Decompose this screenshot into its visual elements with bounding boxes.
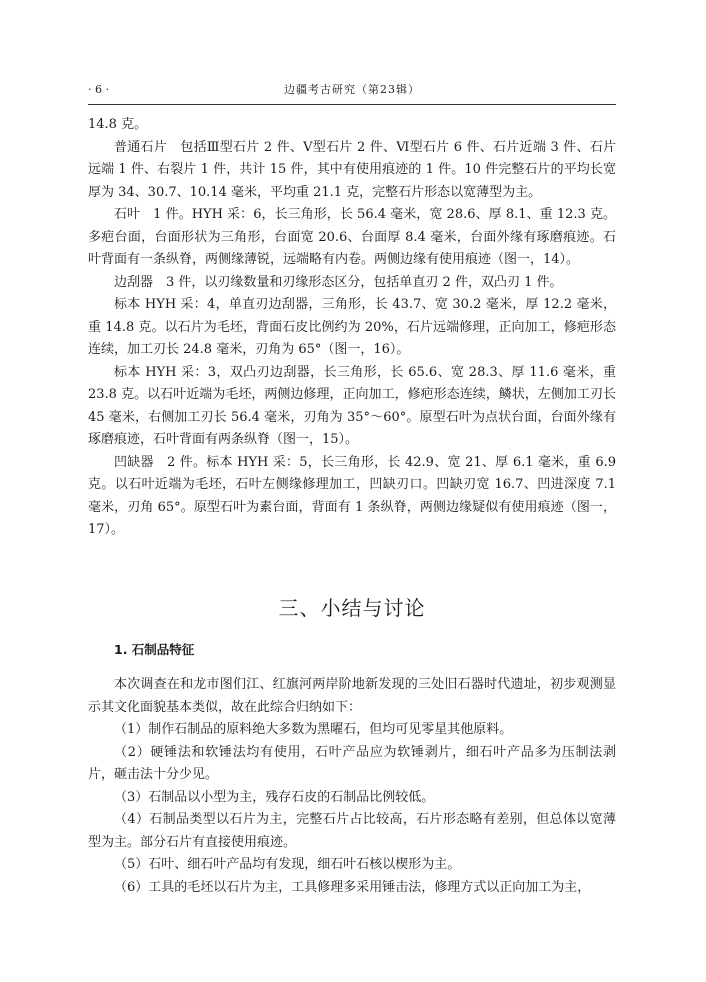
body-text-upper	[88, 114, 616, 542]
paragraph-specimen-hyh4: 标本 HYH 采：4，单直刃边刮器，三角形，长 43.7、宽 30.2 毫米，厚 12.2 毫米，重 14.8 克。以石片为毛坯，背面石皮比例约为 20%，石片远端修理，正向加工，修疤形态连续，加工刃长 24.8 毫米，刃角为 65°（图一，16）。	[88, 297, 616, 357]
running-header	[88, 80, 616, 100]
list-item: （1）制作石制品的原料绝大多数为黑曜石，但均可见零星其他原料。	[114, 722, 513, 737]
journal-title: 边疆考古研究（第23辑）	[284, 83, 420, 96]
paragraph-specimen-hyh3: 标本 HYH 采：3，双凸刃边刮器，长三角形，长 65.6、宽 28.3、厚 11.6 毫米，重 23.8 克。以石叶近端为毛坯，两侧边修理，正向加工，修疤形态连续，鳞状，左侧加工刃长 45 毫米，右侧加工刃长 56.4 毫米，刃角为 35°～60°。原型石叶为点状台面，台面外缘有琢磨痕迹，石叶背面有两条纵脊（图一，15）。	[88, 364, 616, 447]
paragraph-side-scrapers: 边刮器 3 件，以刃缘数量和刃缘形态区分，包括单直刃 2 件，双凸刃 1 件。	[114, 274, 563, 290]
list-item: （4）石制品类型以石片为主，完整石片占比较高，石片形态略有差别，但总体以宽薄型为主。部分石片有直接使用痕迹。	[88, 812, 616, 850]
paragraph-continuation: 14.8 克。	[88, 117, 148, 132]
list-item: （6）工具的毛坯以石片为主，工具修理多采用锤击法，修理方式以正向加工为主，	[114, 879, 591, 895]
subsection-heading: 1. 石制品特征	[114, 642, 195, 657]
list-item: （2）硬锤法和软锤法均有使用，石叶产品应为软锤剥片，细石叶产品多为压制法剥片，砸击法十分少见。	[88, 744, 616, 782]
list-item: （3）石制品以小型为主，残存石皮的石制品比例较低。	[114, 789, 435, 805]
paragraph-ordinary-flakes: 普通石片 包括Ⅲ型石片 2 件、Ⅴ型石片 2 件、Ⅵ型石片 6 件、石片近端 3 件、石片远端 1 件、右裂片 1 件，共计 15 件，其中有使用痕迹的 1 件。10 件完整石片的平均长宽厚为 34、30.7、10.14 毫米，平均重 21.1 克，完整石片形态以宽薄型为主。	[88, 139, 616, 200]
paragraph-notches: 凹缺器 2 件。标本 HYH 采：5，长三角形，长 42.9、宽 21、厚 6.1 毫米，重 6.9 克。以石叶近端为毛坯，石叶左侧缘修理加工，凹缺刃口。凹缺刃宽 16.7、凹进深度 7.1 毫米，刃角 65°。原型石叶为素台面，背面有 1 条纵脊，两侧边缘疑似有使用痕迹（图一，17）。	[88, 454, 616, 537]
body-text-lower	[88, 674, 616, 899]
paragraph-summary-intro: 本次调查在和龙市图们江、红旗河两岸阶地新发现的三处旧石器时代遗址，初步观测显示其文化面貌基本类似，故在此综合归纳如下：	[88, 677, 616, 715]
header-rule	[88, 104, 616, 105]
page-number: · 6 ·	[88, 83, 109, 96]
section-heading: 三、小结与讨论	[278, 596, 426, 620]
paragraph-blade: 石叶 1 件。HYH 采：6，长三角形，长 56.4 毫米，宽 28.6、厚 8.1、重 12.3 克。多疤台面，台面形状为三角形，台面宽 20.6、台面厚 8.4 毫米，台面外缘有琢磨痕迹。石叶背面有一条纵脊，两侧缘薄锐，远端略有内卷。两侧边缘有使用痕迹（图一，14）。	[88, 207, 616, 267]
list-item: （5）石叶、细石叶产品均有发现，细石叶石核以楔形为主。	[114, 857, 461, 872]
